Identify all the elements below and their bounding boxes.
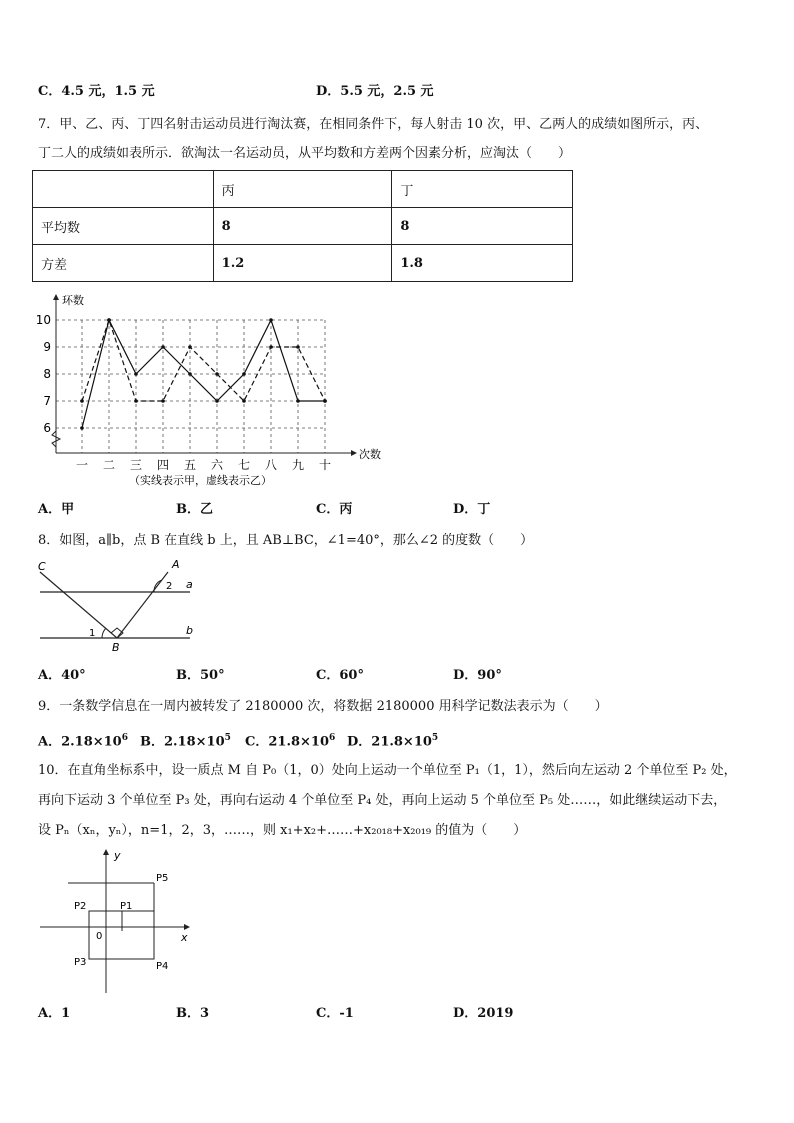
table-cell: 1.2	[213, 245, 392, 282]
data-point-乙	[161, 399, 165, 403]
q10-option-d: D．2019	[453, 1006, 514, 1021]
y-tick-label: 9	[43, 340, 51, 354]
data-point-乙	[80, 399, 84, 403]
label-p5: P5	[156, 873, 169, 884]
label-a-point: A	[172, 558, 180, 571]
data-point-甲	[242, 372, 246, 376]
q7-option-b: B．乙	[176, 502, 213, 517]
data-point-乙	[296, 345, 300, 349]
label-y: y	[114, 849, 121, 862]
data-point-甲	[161, 345, 165, 349]
label-origin: 0	[96, 931, 103, 942]
data-point-乙	[215, 372, 219, 376]
q9-option-a: A．$2.18\times 10^6$	[38, 733, 128, 750]
x-tick-label: 四	[156, 458, 170, 472]
q9-option-c: C．$21.8\times 10^6$	[245, 733, 336, 750]
label-p1: P1	[120, 901, 133, 912]
data-point-乙	[269, 345, 273, 349]
x-tick-label: 六	[210, 458, 224, 472]
table-cell: 8	[392, 208, 573, 245]
data-point-甲	[296, 399, 300, 403]
y-tick-label: 6	[43, 421, 51, 435]
data-point-乙	[242, 399, 246, 403]
q10-stem-line3: 设 Pₙ（xₙ，yₙ），n=1，2，3，……，则 x₁+x₂+……+x₂₀₁₈+x₂₀₁₉ 的值为（ ）	[38, 823, 527, 838]
table-header-cell	[33, 171, 214, 208]
q6-option-c: C．4.5 元，1.5 元	[38, 84, 155, 99]
label-angle-2: 2	[166, 581, 173, 592]
data-point-乙	[188, 345, 192, 349]
q7-option-d: D．丁	[453, 502, 491, 517]
data-point-乙	[134, 399, 138, 403]
data-point-甲	[188, 372, 192, 376]
q9-option-b: B．$2.18\times 10^5$	[140, 733, 231, 750]
table-header-cell: 丁	[392, 171, 573, 208]
label-p2: P2	[74, 901, 87, 912]
data-point-甲	[80, 426, 84, 430]
label-c: C	[38, 560, 46, 573]
table-cell: 方差	[33, 245, 214, 282]
x-tick-label: 七	[237, 458, 251, 472]
x-tick-label: 三	[129, 458, 143, 472]
data-point-甲	[134, 372, 138, 376]
data-point-甲	[269, 318, 273, 322]
x-tick-label: 十	[318, 458, 332, 472]
table-cell: 1.8	[392, 245, 573, 282]
q9-option-d: D．$21.8\times 10^5$	[347, 733, 439, 750]
label-line-a: a	[186, 578, 193, 591]
q7-option-a: A．甲	[38, 502, 75, 517]
y-tick-label: 8	[43, 367, 51, 381]
q7-line-chart	[30, 292, 390, 487]
q10-option-c: C．-1	[316, 1006, 354, 1021]
table-row	[33, 208, 573, 245]
q8-stem: 8．如图，a∥b，点 B 在直线 b 上，且 AB⊥BC，∠1=40°，那么∠2 的度数（ ）	[38, 533, 534, 548]
label-p3: P3	[74, 957, 87, 968]
data-point-乙	[107, 318, 111, 322]
q8-option-b: B．50°	[176, 668, 225, 683]
q6-option-d: D．5.5 元，2.5 元	[316, 84, 434, 99]
q7-option-c: C．丙	[316, 502, 353, 517]
chart-caption: （实线表示甲，虚线表示乙）	[129, 474, 272, 487]
table-row	[33, 245, 573, 282]
q8-option-a: A．40°	[38, 668, 86, 683]
x-axis-arrow	[351, 450, 357, 456]
label-p4: P4	[156, 961, 169, 972]
x-tick-label: 一	[75, 458, 89, 472]
label-line-b: b	[186, 624, 193, 637]
x-axis-title: 次数	[359, 448, 381, 461]
label-b-point: B	[112, 641, 120, 654]
q10-stem-line1: 10．在直角坐标系中，设一质点 M 自 P₀（1，0）处向上运动一个单位至 P₁（1，1），然后向左运动 2 个单位至 P₂ 处，	[38, 763, 737, 778]
table-row	[33, 171, 573, 208]
segment-ab	[117, 572, 168, 638]
y-tick-label: 7	[43, 394, 51, 408]
q10-coordinate-figure	[36, 845, 206, 995]
q7-stem-line1: 7．甲、乙、丙、丁四名射击运动员进行淘汰赛，在相同条件下，每人射击 10 次，甲、乙两人的成绩如图所示，丙、	[38, 117, 709, 132]
q8-figure	[30, 558, 200, 653]
data-point-乙	[323, 399, 327, 403]
x-tick-label: 九	[291, 458, 305, 472]
x-tick-label: 八	[264, 458, 278, 472]
x-tick-label: 二	[102, 458, 116, 472]
y-axis-arrow	[103, 849, 109, 855]
q10-option-a: A．1	[38, 1006, 71, 1021]
q7-score-table	[32, 170, 573, 282]
q8-option-c: C．60°	[316, 668, 364, 683]
y-tick-label: 10	[35, 313, 51, 327]
x-tick-label: 五	[183, 458, 197, 472]
q7-stem-line2: 丁二人的成绩如表所示．欲淘汰一名运动员，从平均数和方差两个因素分析，应淘汰（ ）	[38, 146, 572, 161]
x-axis-arrow	[184, 924, 190, 930]
q10-stem-line2: 再向下运动 3 个单位至 P₃ 处，再向右运动 4 个单位至 P₄ 处，再向上运动 5 个单位至 P₅ 处……，如此继续运动下去，	[38, 793, 727, 808]
label-x: x	[181, 931, 188, 944]
label-angle-1: 1	[89, 628, 96, 639]
q10-option-b: B．3	[176, 1006, 210, 1021]
data-point-甲	[215, 399, 219, 403]
q9-stem: 9．一条数学信息在一周内被转发了 2180000 次，将数据 2180000 用科学记数法表示为（ ）	[38, 699, 608, 714]
q8-option-d: D．90°	[453, 668, 502, 683]
table-cell: 8	[213, 208, 392, 245]
table-header-cell: 丙	[213, 171, 392, 208]
y-axis-arrow	[53, 294, 59, 300]
y-axis-title: 环数	[62, 294, 84, 307]
series-line-乙	[82, 320, 325, 401]
angle-1-arc	[102, 628, 106, 638]
table-cell: 平均数	[33, 208, 214, 245]
